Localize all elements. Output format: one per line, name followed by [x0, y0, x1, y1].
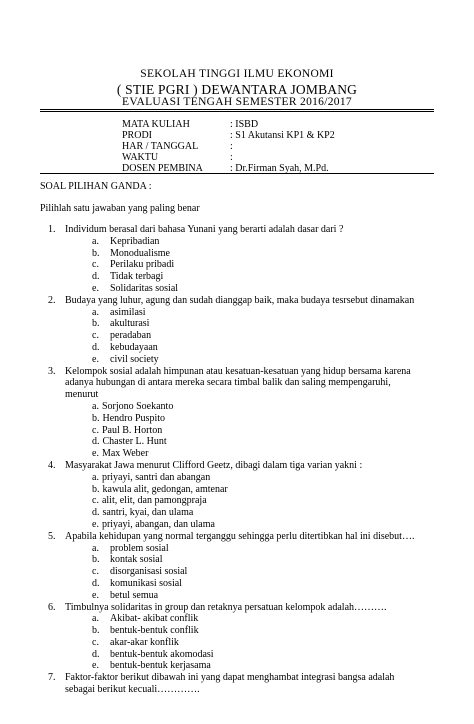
option-text: komunikasi sosial	[110, 577, 182, 589]
answer-option	[92, 354, 448, 366]
option-text: asimilasi	[110, 306, 146, 318]
answer-option	[92, 271, 448, 283]
answer-option	[92, 318, 448, 330]
info-key: MATA KULIAH	[122, 119, 190, 130]
info-row-course	[122, 119, 335, 130]
option-list	[92, 543, 448, 602]
info-value: :	[230, 152, 233, 163]
answer-option	[92, 484, 448, 496]
option-text: bentuk-bentuk conflik	[110, 625, 199, 637]
option-letter: b.	[92, 625, 100, 637]
info-row-date	[122, 141, 335, 152]
option-letter: b.	[92, 247, 100, 259]
info-key: HAR / TANGGAL	[122, 141, 199, 152]
answer-option	[92, 566, 448, 578]
question-line: Kelompok sosial adalah himpunan atau kesatuan-kesatuan yang hidup bersama karena	[65, 365, 411, 377]
option-letter: a.	[92, 400, 99, 412]
answer-option	[92, 637, 448, 649]
question-number: 2.	[48, 294, 56, 306]
answer-option	[92, 401, 448, 413]
option-letter: c.	[92, 259, 99, 271]
option-letter: c.	[92, 424, 99, 436]
option-letter: d.	[92, 577, 100, 589]
option-letter: a.	[92, 306, 99, 318]
question-line: Budaya yang luhur, agung dan sudah dianggap baik, maka budaya tesrsebut dinamakan	[65, 294, 415, 306]
answer-option	[92, 342, 448, 354]
answer-option	[92, 283, 448, 295]
answer-option	[92, 425, 448, 437]
question-text	[65, 295, 414, 307]
question-text	[65, 531, 414, 543]
answer-option	[92, 413, 448, 425]
answer-option	[92, 613, 448, 625]
info-rule	[40, 173, 434, 174]
option-list	[92, 613, 448, 672]
option-list	[92, 307, 448, 366]
answer-option	[92, 236, 448, 248]
option-letter: d.	[92, 648, 100, 660]
section-title: SOAL PILIHAN GANDA :	[40, 181, 152, 192]
info-key: PRODI	[122, 130, 153, 141]
exam-title: EVALUASI TENGAH SEMESTER 2016/2017	[122, 96, 352, 108]
question-number: 4.	[48, 459, 56, 471]
option-letter: a.	[92, 471, 99, 483]
option-text: civil society	[110, 353, 159, 365]
option-text: alit, elit, dan pamongpraja	[101, 495, 207, 507]
answer-option	[92, 248, 448, 260]
answer-option	[92, 472, 448, 484]
answer-option	[92, 307, 448, 319]
option-text: kontak sosial	[110, 554, 163, 566]
question-line: menurut	[65, 389, 99, 401]
question-item	[48, 460, 448, 472]
option-text: bentuk-bentuk akomodasi	[110, 648, 214, 660]
option-text: Paul B. Horton	[101, 424, 163, 436]
question-item	[48, 672, 448, 696]
info-value: :	[230, 141, 233, 152]
question-number: 7.	[48, 672, 56, 684]
option-text: kebudayaan	[110, 341, 158, 353]
option-text: akulturasi	[110, 318, 150, 330]
question-item	[48, 531, 448, 543]
question-text	[65, 366, 411, 401]
option-letter: b.	[92, 483, 100, 495]
option-list	[92, 236, 448, 295]
option-letter: c.	[92, 636, 99, 648]
option-text: Perilaku pribadi	[110, 259, 175, 271]
answer-option	[92, 330, 448, 342]
answer-option	[92, 259, 448, 271]
option-text: Kepribadian	[110, 235, 160, 247]
option-text: akar-akar konflik	[110, 636, 179, 648]
info-key: DOSEN PEMBINA	[122, 163, 203, 174]
option-letter: d.	[92, 341, 100, 353]
option-letter: b.	[92, 412, 100, 424]
option-letter: e.	[92, 353, 99, 365]
question-item	[48, 366, 448, 401]
option-text: Tidak terbagi	[110, 271, 164, 283]
option-text: disorganisasi sosial	[110, 566, 188, 578]
question-text	[65, 224, 343, 236]
question-item	[48, 224, 448, 236]
question-number: 5.	[48, 530, 56, 542]
option-text: Max Weber	[101, 448, 149, 460]
option-letter: a.	[92, 542, 99, 554]
option-letter: a.	[92, 235, 99, 247]
option-text: peradaban	[110, 330, 152, 342]
answer-option	[92, 543, 448, 555]
option-text: santri, kyai, dan ulama	[102, 507, 194, 519]
option-letter: a.	[92, 613, 99, 625]
question-item	[48, 602, 448, 614]
option-text: Monodualisme	[110, 247, 170, 259]
question-line: Individum berasal dari bahasa Yunani yang berarti adalah dasar dari ?	[65, 224, 344, 235]
option-text: Solidaritas sosial	[110, 282, 179, 294]
info-key: WAKTU	[122, 152, 159, 163]
option-letter: e.	[92, 518, 99, 530]
institution-name: ( STIE PGRI ) DEWANTARA JOMBANG	[116, 82, 358, 97]
option-text: Akibat- akibat conflik	[110, 613, 199, 625]
answer-option	[92, 519, 448, 531]
info-row-program	[122, 130, 335, 141]
question-number: 1.	[48, 224, 56, 235]
question-list	[48, 224, 448, 696]
info-value: : Dr.Firman Syah, M.Pd.	[230, 163, 329, 174]
option-text: problem sosial	[110, 542, 169, 554]
question-number: 6.	[48, 601, 56, 613]
question-line: sebagai berikut kecuali………….	[65, 684, 200, 696]
option-letter: c.	[92, 566, 99, 578]
option-text: priyayi, abangan, dan ulama	[101, 518, 215, 530]
answer-option	[92, 578, 448, 590]
school-title: SEKOLAH TINGGI ILMU EKONOMI	[140, 68, 334, 80]
exam-info-block	[122, 119, 335, 174]
answer-option	[92, 660, 448, 672]
question-line: Faktor-faktor berikut dibawah ini yang dapat menghambat integrasi bangsa adalah	[65, 672, 395, 684]
option-list	[92, 401, 448, 460]
question-text	[65, 460, 362, 472]
info-value: : ISBD	[230, 119, 259, 130]
info-row-time	[122, 152, 335, 163]
question-number: 3.	[48, 365, 56, 377]
header-rule-bottom	[40, 111, 434, 112]
answer-option	[92, 448, 448, 460]
option-letter: e.	[92, 282, 99, 294]
answer-option	[92, 625, 448, 637]
header-rule-top	[40, 109, 434, 110]
option-list	[92, 472, 448, 531]
answer-option	[92, 649, 448, 661]
option-text: Sorjono Soekanto	[101, 400, 174, 412]
answer-option	[92, 436, 448, 448]
option-letter: e.	[92, 448, 99, 460]
option-text: priyayi, santri dan abangan	[101, 471, 211, 483]
question-line: Apabila kehidupan yang normal terganggu sehingga perlu ditertibkan hal ini disebut….	[65, 530, 415, 542]
question-line: adanya hubungan di antara mereka secara timbal balik dan saling mempengaruhi,	[65, 377, 391, 389]
option-letter: d.	[92, 507, 100, 519]
info-value: : S1 Akutansi KP1 & KP2	[230, 130, 335, 141]
instruction-text: Pilihlah satu jawaban yang paling benar	[40, 203, 200, 214]
question-line: Masyarakat Jawa menurut Clifford Geetz, dibagi dalam tiga varian yakni :	[65, 459, 363, 471]
option-letter: e.	[92, 660, 99, 672]
option-text: bentuk-bentuk kerjasama	[110, 660, 211, 672]
question-text	[65, 672, 394, 696]
answer-option	[92, 507, 448, 519]
question-line: Timbulnya solidaritas in group dan retaknya persatuan kelompok adalah……….	[65, 601, 387, 613]
option-text: Chaster L. Hunt	[102, 436, 167, 448]
option-text: betul semua	[110, 589, 159, 601]
option-text: kawula alit, gedongan, amtenar	[102, 483, 228, 495]
option-letter: e.	[92, 589, 99, 601]
option-letter: b.	[92, 318, 100, 330]
option-letter: c.	[92, 495, 99, 507]
option-letter: c.	[92, 330, 99, 342]
question-text	[65, 602, 387, 614]
answer-option	[92, 590, 448, 602]
option-text: Hendro Puspito	[102, 412, 165, 424]
answer-option	[92, 554, 448, 566]
question-item	[48, 295, 448, 307]
option-letter: b.	[92, 554, 100, 566]
option-letter: d.	[92, 436, 100, 448]
answer-option	[92, 495, 448, 507]
option-letter: d.	[92, 271, 100, 283]
